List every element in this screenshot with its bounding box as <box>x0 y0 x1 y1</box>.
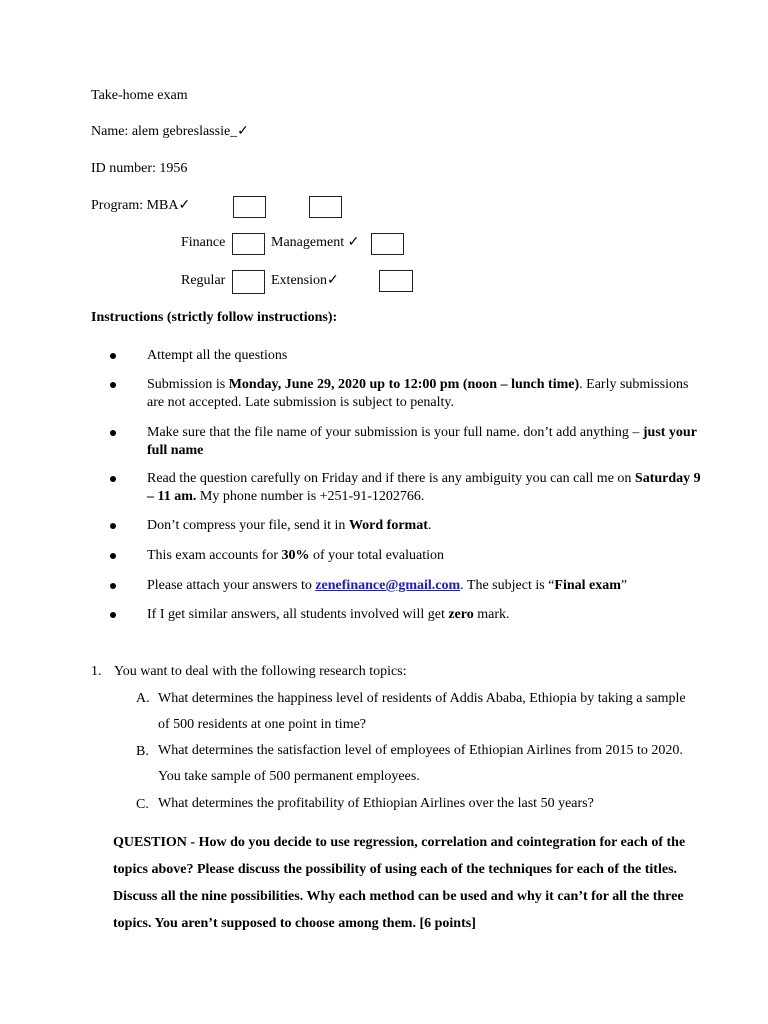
bullet-icon <box>110 523 116 529</box>
management-label: Management ✓ <box>271 235 360 250</box>
question-number: 1. <box>91 664 102 679</box>
bullet-icon <box>110 553 116 559</box>
instruction-item-5: Don’t compress your file, send it in Word format. <box>147 518 432 533</box>
email-link[interactable]: zenefinance@gmail.com <box>315 578 461 593</box>
bullet-icon <box>110 353 116 359</box>
topic-b-label: B. <box>136 744 149 759</box>
bullet-icon <box>110 612 116 618</box>
topic-c-label: C. <box>136 797 149 812</box>
instruction-item-3: Make sure that the file name of your submission is your full name. don’t add anything – just your full name <box>147 425 697 458</box>
topic-c-text: What determines the profitability of Ethiopian Airlines over the last 50 years? <box>158 796 594 811</box>
regular-checkbox[interactable] <box>232 270 265 294</box>
topic-b-text: What determines the satisfaction level of employees of Ethiopian Airlines from 2015 to 2020. You take sample of 500 permanent employees. <box>158 743 683 784</box>
finance-label: Finance <box>181 235 226 250</box>
finance-checkbox[interactable] <box>232 233 265 255</box>
regular-label: Regular <box>181 273 226 288</box>
id-number-line: ID number: 1956 <box>91 161 188 176</box>
bullet-icon <box>110 430 116 436</box>
exam-title: Take-home exam <box>91 88 188 103</box>
management-checkbox[interactable] <box>371 233 404 255</box>
name-line: Name: alem gebreslassie_✓ <box>91 124 249 139</box>
instruction-item-7: Please attach your answers to zenefinance@gmail.com. The subject is “Final exam” <box>147 578 628 593</box>
program-checkbox-2[interactable] <box>309 196 342 218</box>
bullet-icon <box>110 583 116 589</box>
bullet-icon <box>110 382 116 388</box>
extension-label: Extension✓ <box>271 273 339 288</box>
instruction-item-6: This exam accounts for 30% of your total evaluation <box>147 548 445 563</box>
instruction-item-4: Read the question carefully on Friday and if there is any ambiguity you can call me on Saturday 9 – 11 am. My phone number is +251-91-1202766. <box>147 471 701 504</box>
instruction-item-1: Attempt all the questions <box>147 348 288 363</box>
topic-a-label: A. <box>136 691 150 706</box>
question-prompt: QUESTION - How do you decide to use regression, correlation and cointegration for each of the topics above? Please discuss the possibility of using each of the techniques for each of the titles. Discuss all the nine possibilities. Why each method can be used and why it can’t for all the three topics. You aren’t supposed to choose among them. [6 points] <box>113 835 686 931</box>
instructions-heading: Instructions (strictly follow instructions): <box>91 310 338 325</box>
extension-checkbox[interactable] <box>379 270 413 292</box>
question-intro: You want to deal with the following research topics: <box>114 664 407 679</box>
instruction-item-2: Submission is Monday, June 29, 2020 up to 12:00 pm (noon – lunch time). Early submissions are not accepted. Late submission is subject to penalty. <box>147 377 689 410</box>
bullet-icon <box>110 476 116 482</box>
program-line: Program: MBA✓ <box>91 198 191 213</box>
topic-a-text: What determines the happiness level of residents of Addis Ababa, Ethiopia by taking a sample of 500 residents at one point in time? <box>158 691 686 732</box>
instruction-item-8: If I get similar answers, all students involved will get zero mark. <box>147 607 510 622</box>
program-checkbox-1[interactable] <box>233 196 266 218</box>
